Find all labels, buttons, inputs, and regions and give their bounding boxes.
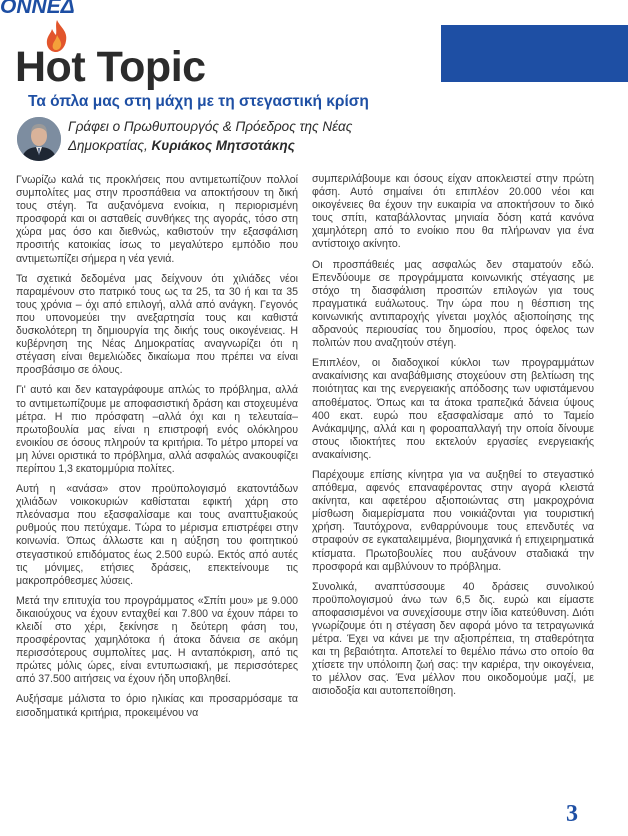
header-color-block <box>441 25 628 82</box>
paragraph: Αυτή η «ανάσα» στον προϋπολογισμό εκατοντάδων χιλιάδων νοικοκυριών καθίσταται εφικτή χάρη στο πλεόνασμα που εξασφαλίσαμε και τους αναπτυξιακούς ρυθμούς που πετύχαμε. Τώρα το μέρισμα επιστρέφει στην κοινωνία. Όπως άλλωστε και η αύξηση του φοιτητικού στεγαστικού επιδόματος έως 2.500 ευρώ. Εκτός από αυτές τις μόνιμες, ετήσιες δράσεις, επεκτείνουμε τις μακροπρόθεσμες λύσεις. <box>16 483 298 587</box>
author-photo <box>17 117 61 161</box>
paragraph: Συνολικά, αναπτύσσουμε 40 δράσεις συνολικού προϋπολογισμού άνω των 6,5 δις. ευρώ και είμαστε αποφασισμένοι να συνεχίσουμε στην ίδια κατεύθυνση. Διότι γνωρίζουμε ότι η στέγαση δεν αφορά μόνο τα τετραγωνικά μέτρα. Έχει να κάνει με την αξιοπρέπεια, τη σταθερότητα και τη βεβαιότητα. Αποτελεί το θεμέλιο πάνω στο οποίο θα χτίσετε την υπόλοιπη ζωή σας: την καριέρα, την οικογένεια, το μέλλον σας. Ένα μέλλον που οικοδομούμε μαζί, με αισιοδοξία και αυτοπεποίθηση. <box>312 580 594 698</box>
paragraph: Παρέχουμε επίσης κίνητρα για να αυξηθεί το στεγαστικό απόθεμα, αφενός επαναφέροντας στην αγορά κλειστά ακίνητα, και αφετέρου αξιοποιώντας στη μακροχρόνια μίσθωση διαμερίσματα που νοικιάζονται για τουριστική χρήση. Ταυτόχρονα, ενθαρρύνουμε τους επενδυτές να στραφούν σε εγκαταλειμμένα, βιομηχανικά ή επιχειρηματικά κτίσματα. Πρωτοβουλίες που αυξάνουν σταδιακά την προσφορά και αμβλύνουν το πρόβλημα. <box>312 468 594 573</box>
paragraph: Τα σχετικά δεδομένα μας δείχνουν ότι χιλιάδες νέοι παραμένουν στο πατρικό τους ως τα 25, τα 30 ή και τα 35 τους χρόνια – όχι από επιλογή, αλλά από ανάγκη. Γεγονός που υπονομεύει την ανεξαρτησία τους και καθιστά δυσκολότερη τη δημιουργία της δικής τους οικογένειας. Η κυβέρνηση της Νέας Δημοκρατίας αναγνωρίζει ότι η στέγαση είναι θεμελιώδες δικαίωμα που πρέπει να είναι προσβάσιμο σε όλους. <box>16 272 298 377</box>
page-number: 3 <box>566 801 578 827</box>
byline-author: Κυριάκος Μητσοτάκης <box>151 138 295 153</box>
paragraph: Οι προσπάθειές μας ασφαλώς δεν σταματούν εδώ. Επενδύουμε σε προγράμματα κοινωνικής στέγασης με στόχο τη διασφάλιση προσιτών επιλογών για τους πραγματικά ευάλωτους. Την ώρα που η θέσπιση της κοινωνικής αντιπαροχής γίνεται μοχλός αξιοποίησης της αδρανούς περιουσίας του δημοσίου, προς όφελος των πολιτών που αναζητούν στέγη. <box>312 258 594 350</box>
right-column <box>312 173 594 706</box>
paragraph: Γι' αυτό και δεν καταγράφουμε απλώς το πρόβλημα, αλλά το αντιμετωπίζουμε με αποφασιστική δράση και στοχευμένα μέτρα. Η πιο πρόσφατη –αλλά όχι και η τελευταία– πρωτοβουλία μας είναι η επιστροφή ενός ολόκληρου ενοικίου σε όσους πληρούν τα κριτήρια. Το μέτρο μπορεί να μη λύνει οριστικά το πρόβλημα, αλλά ασφαλώς ανακουφίζει περίπου 1,3 εκατομμύρια πολίτες. <box>16 384 298 475</box>
paragraph: Αυξήσαμε μάλιστα το όριο ηλικίας και προσαρμόσαμε τα εισοδηματικά κριτήρια, προκειμένου να <box>16 693 298 719</box>
left-column <box>16 174 298 727</box>
paragraph: Μετά την επιτυχία του προγράμματος «Σπίτι μου» με 9.000 δικαιούχους να έχουν ενταχθεί και 7.800 να έχουν πάρει το κλειδί στο χέρι, ξεκίνησε η δεύτερη φάση του, προσφέροντας χαμηλότοκα ή άτοκα δάνεια σε ακόμη περισσότερους συμπολίτες μας. Η ανταπόκριση, από τις πρώτες μόλις ώρες, είναι εντυπωσιακή, με περισσότερες από 37.500 αιτήσεις να έχουν ήδη υποβληθεί. <box>16 594 298 686</box>
paragraph: συμπεριλάβουμε και όσους είχαν αποκλειστεί στην πρώτη φάση. Αυτό σημαίνει ότι επιπλέον 20.000 νέοι και οικογένειες θα έχουν την ευκαιρία να αποκτήσουν το δικό τους σπίτι, καταβάλλοντας μηνιαία δόση κατά κανόνα χαμηλότερη από το ενοίκιο που θα πλήρωναν για ένα αντίστοιχο ακίνητο. <box>312 173 594 251</box>
article-byline <box>68 117 388 155</box>
paragraph: Γνωρίζω καλά τις προκλήσεις που αντιμετωπίζουν πολλοί συμπολίτες μας στην προσπάθεια να αποκτήσουν τη δική τους στέγη. Τα αυξανόμενα ενοίκια, η περιορισμένη προσφορά και οι ασταθείς συνθήκες της αγοράς, τόσο στη χώρα μας όσο και διεθνώς, καθιστούν την εξασφάλιση προσιτής κατοικίας ίσως το μεγαλύτερο εμπόδιο που αντιμετωπίζει σήμερα η νέα γενιά. <box>16 174 298 265</box>
article-headline: Τα όπλα μας στη μάχη με τη στεγαστική κρίση <box>28 93 369 110</box>
onned-logo: ΟΝΝΕΔ <box>0 0 75 18</box>
byline-prefix: Γράφει ο Πρωθυπουργός & Πρόεδρος της Νέας Δημοκρατίας, <box>68 119 353 153</box>
paragraph: Επιπλέον, οι διαδοχικοί κύκλοι των προγραμμάτων ανακαίνισης και αναβάθμισης στοχεύουν στη βελτίωση της ποιότητας και της ενεργειακής απόδοσης των υφιστάμενου αποθέματος. Όπως και τα άτοκα τραπεζικά δάνεια ύψους 400 εκατ. ευρώ που εξασφαλίσαμε από το Ταμείο Ανάκαμψης, αλλά και η φοροαπαλλαγή την οποία δίνουμε στους ιδιοκτήτες που εκτελούν εργασίες ενεργειακής ανακαίνισης. <box>312 357 594 461</box>
section-title: Hot Topic <box>15 43 206 91</box>
